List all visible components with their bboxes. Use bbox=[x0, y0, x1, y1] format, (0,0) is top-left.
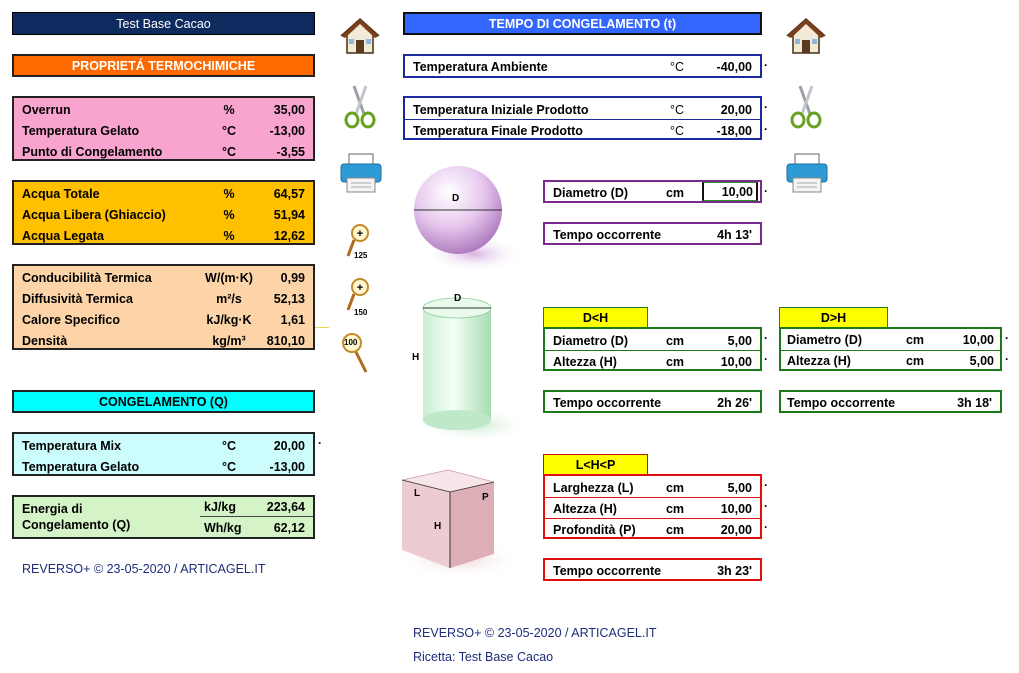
zoom-100-icon[interactable] bbox=[340, 332, 372, 374]
row-final bbox=[405, 120, 760, 141]
cyl-hd-time-panel bbox=[779, 390, 1002, 413]
value[interactable]: -40,00 bbox=[716, 59, 752, 74]
unit: cm bbox=[905, 332, 925, 347]
label: Overrun bbox=[22, 102, 71, 117]
congelamento-header: CONGELAMENTO (Q) bbox=[12, 390, 315, 413]
value[interactable]: 10,00 bbox=[720, 501, 752, 516]
label: Temperatura Finale Prodotto bbox=[413, 123, 583, 138]
label: Profondità (P) bbox=[553, 522, 636, 537]
unit: % bbox=[223, 207, 235, 222]
row-diametro bbox=[781, 329, 1000, 350]
value: 3h 23' bbox=[717, 563, 752, 578]
label: Tempo occorrente bbox=[553, 227, 662, 242]
tempo-header: TEMPO DI CONGELAMENTO (t) bbox=[403, 12, 762, 35]
row-overrun bbox=[14, 99, 313, 120]
cyl-dh-header: D<H bbox=[543, 307, 648, 328]
energy-label-line2: Congelamento (Q) bbox=[22, 518, 131, 532]
unit: °C bbox=[669, 123, 685, 138]
unit: °C bbox=[221, 144, 237, 159]
unit: °C bbox=[221, 438, 237, 453]
label: Larghezza (L) bbox=[553, 480, 634, 495]
energy-value1: 223,64 bbox=[266, 500, 305, 514]
input-marker: · bbox=[764, 478, 768, 492]
label: Temperatura Mix bbox=[22, 438, 122, 453]
value: 12,62 bbox=[273, 228, 305, 243]
zoom-100-label: 100 bbox=[344, 338, 358, 347]
row-initial bbox=[405, 99, 760, 120]
input-marker: · bbox=[1005, 352, 1009, 366]
unit: cm bbox=[665, 354, 685, 369]
label: Acqua Totale bbox=[22, 186, 100, 201]
cyl-dh-time-panel bbox=[543, 390, 762, 413]
label: Diametro (D) bbox=[553, 333, 629, 348]
label: Tempo occorrente bbox=[553, 563, 662, 578]
scissors-icon[interactable] bbox=[786, 84, 826, 130]
value[interactable]: 5,00 bbox=[969, 353, 994, 368]
ambient-panel bbox=[403, 54, 762, 78]
cyl-hd-panel bbox=[779, 327, 1002, 371]
input-marker: · bbox=[1005, 331, 1009, 345]
cyl-hd-header: D>H bbox=[779, 307, 888, 328]
label: Acqua Libera (Ghiaccio) bbox=[22, 207, 166, 222]
value: 0,99 bbox=[280, 270, 305, 285]
input-marker: · bbox=[318, 436, 322, 450]
row-conducibilita bbox=[14, 267, 313, 288]
value[interactable]: 5,00 bbox=[727, 480, 752, 495]
row-acqua-libera bbox=[14, 204, 313, 225]
row-temperatura-mix bbox=[14, 435, 313, 456]
unit: W/(m·K) bbox=[205, 270, 253, 285]
input-marker: · bbox=[764, 352, 768, 366]
group-mix-panel bbox=[12, 432, 315, 476]
input-marker: · bbox=[764, 58, 768, 72]
cyl-dh-panel bbox=[543, 327, 762, 371]
value: -3,55 bbox=[276, 144, 305, 159]
label: Calore Specifico bbox=[22, 312, 120, 327]
input-marker: · bbox=[764, 122, 768, 136]
unit: % bbox=[223, 228, 235, 243]
label: Temperatura Ambiente bbox=[413, 59, 548, 74]
value[interactable]: 35,00 bbox=[273, 102, 305, 117]
recipe-footer: Ricetta: Test Base Cacao bbox=[413, 650, 554, 664]
input-marker: · bbox=[764, 499, 768, 513]
value[interactable]: -18,00 bbox=[716, 123, 752, 138]
row-altezza bbox=[545, 351, 760, 372]
unit: cm bbox=[665, 185, 685, 200]
label: Densità bbox=[22, 333, 68, 348]
row-densita bbox=[14, 330, 313, 351]
unit: cm bbox=[665, 333, 685, 348]
unit: m²/s bbox=[216, 291, 242, 306]
row-altezza bbox=[781, 350, 1000, 371]
input-marker: · bbox=[764, 100, 768, 114]
scissors-icon[interactable] bbox=[340, 84, 380, 130]
zoom-150-icon[interactable] bbox=[344, 276, 376, 318]
row-profondita bbox=[545, 519, 760, 540]
unit: °C bbox=[669, 102, 685, 117]
unit: °C bbox=[221, 123, 237, 138]
zoom-150-label: 150 bbox=[354, 308, 368, 317]
row-acqua-totale bbox=[14, 183, 313, 204]
label: Tempo occorrente bbox=[787, 395, 896, 410]
temperature-panel bbox=[403, 96, 762, 140]
row-diffusivita bbox=[14, 288, 313, 309]
box-p-label: P bbox=[482, 492, 489, 503]
row-calore-specifico bbox=[14, 309, 313, 330]
unit: cm bbox=[665, 522, 685, 537]
svg-text:+: + bbox=[356, 282, 364, 294]
box-image bbox=[380, 462, 530, 582]
row-diametro bbox=[545, 330, 760, 351]
label: Temperatura Gelato bbox=[22, 123, 140, 138]
value: 64,57 bbox=[273, 186, 305, 201]
unit: kg/m³ bbox=[212, 333, 246, 348]
recipe-title: Test Base Cacao bbox=[12, 12, 315, 35]
box-l-label: L bbox=[414, 488, 421, 499]
unit: cm bbox=[665, 480, 685, 495]
unit: °C bbox=[669, 59, 685, 74]
value[interactable]: 20,00 bbox=[720, 102, 752, 117]
sphere-d-label: D bbox=[452, 193, 460, 204]
input-marker: · bbox=[764, 331, 768, 345]
row-acqua-legata bbox=[14, 225, 313, 246]
input-marker: · bbox=[764, 520, 768, 534]
printer-icon[interactable] bbox=[784, 152, 830, 196]
label: Temperatura Gelato bbox=[22, 459, 140, 474]
value[interactable]: 20,00 bbox=[273, 438, 305, 453]
sphere-diameter-input[interactable]: 10,00 bbox=[702, 182, 758, 201]
zoom-125-icon[interactable] bbox=[344, 222, 376, 264]
value[interactable]: 10,00 bbox=[720, 354, 752, 369]
home-icon[interactable] bbox=[786, 16, 826, 56]
label: Altezza (H) bbox=[553, 354, 617, 369]
value[interactable]: 20,00 bbox=[720, 522, 752, 537]
box-panel bbox=[543, 474, 762, 539]
zoom-125-label: 125 bbox=[354, 251, 368, 260]
label: Altezza (H) bbox=[553, 501, 617, 516]
row-temperatura-gelato-q bbox=[14, 456, 313, 477]
properties-header: PROPRIETÁ TERMOCHIMICHE bbox=[12, 54, 315, 77]
yellow-connector-line bbox=[315, 327, 329, 328]
cylinder-d-label: D bbox=[454, 293, 462, 304]
energy-panel bbox=[12, 495, 315, 539]
group-thermal-panel bbox=[12, 264, 315, 350]
value: 3h 18' bbox=[957, 395, 992, 410]
label: Altezza (H) bbox=[787, 353, 851, 368]
energy-label bbox=[22, 501, 130, 533]
unit: cm bbox=[665, 501, 685, 516]
unit: cm bbox=[905, 353, 925, 368]
energy-label-line1: Energia di bbox=[22, 502, 83, 516]
box-header: L<H<P bbox=[543, 454, 648, 475]
group-overrun-panel bbox=[12, 96, 315, 161]
energy-value2: 62,12 bbox=[273, 521, 305, 535]
printer-icon[interactable] bbox=[338, 152, 384, 196]
unit: kJ/kg·K bbox=[206, 312, 252, 327]
value: 4h 13' bbox=[717, 227, 752, 242]
input-marker: · bbox=[764, 184, 768, 198]
cylinder-image bbox=[405, 290, 535, 450]
value[interactable]: 5,00 bbox=[727, 333, 752, 348]
label: Acqua Legata bbox=[22, 228, 104, 243]
row-punto-congelamento bbox=[14, 141, 313, 162]
label: Diametro (D) bbox=[553, 185, 629, 200]
label: Diffusività Termica bbox=[22, 291, 133, 306]
value: 52,13 bbox=[273, 291, 305, 306]
row-temperatura-gelato bbox=[14, 120, 313, 141]
unit: % bbox=[223, 186, 235, 201]
sphere-diameter-panel bbox=[543, 180, 762, 203]
label: Conducibilità Termica bbox=[22, 270, 152, 285]
home-icon[interactable] bbox=[340, 16, 380, 56]
value: 51,94 bbox=[273, 207, 305, 222]
row-altezza bbox=[545, 498, 760, 519]
unit: % bbox=[223, 102, 235, 117]
value: 810,10 bbox=[266, 333, 305, 348]
sphere-image bbox=[402, 158, 526, 276]
label: Diametro (D) bbox=[787, 332, 863, 347]
sphere-time-panel bbox=[543, 222, 762, 245]
label: Tempo occorrente bbox=[553, 395, 662, 410]
label: Punto di Congelamento bbox=[22, 144, 163, 159]
value: 1,61 bbox=[280, 312, 305, 327]
svg-text:+: + bbox=[356, 228, 364, 240]
box-h-label: H bbox=[434, 521, 442, 532]
energy-unit2: Wh/kg bbox=[204, 521, 242, 535]
box-time-panel bbox=[543, 558, 762, 581]
cylinder-h-label: H bbox=[412, 352, 420, 363]
row-larghezza bbox=[545, 477, 760, 498]
left-footer: REVERSO+ © 23-05-2020 / ARTICAGEL.IT bbox=[22, 562, 266, 576]
right-footer: REVERSO+ © 23-05-2020 / ARTICAGEL.IT bbox=[413, 626, 657, 640]
unit: °C bbox=[221, 459, 237, 474]
value: 2h 26' bbox=[717, 395, 752, 410]
energy-unit1: kJ/kg bbox=[204, 500, 236, 514]
value[interactable]: 10,00 bbox=[962, 332, 994, 347]
value[interactable]: -13,00 bbox=[269, 123, 305, 138]
group-acqua-panel bbox=[12, 180, 315, 245]
value: -13,00 bbox=[269, 459, 305, 474]
label: Temperatura Iniziale Prodotto bbox=[413, 102, 589, 117]
